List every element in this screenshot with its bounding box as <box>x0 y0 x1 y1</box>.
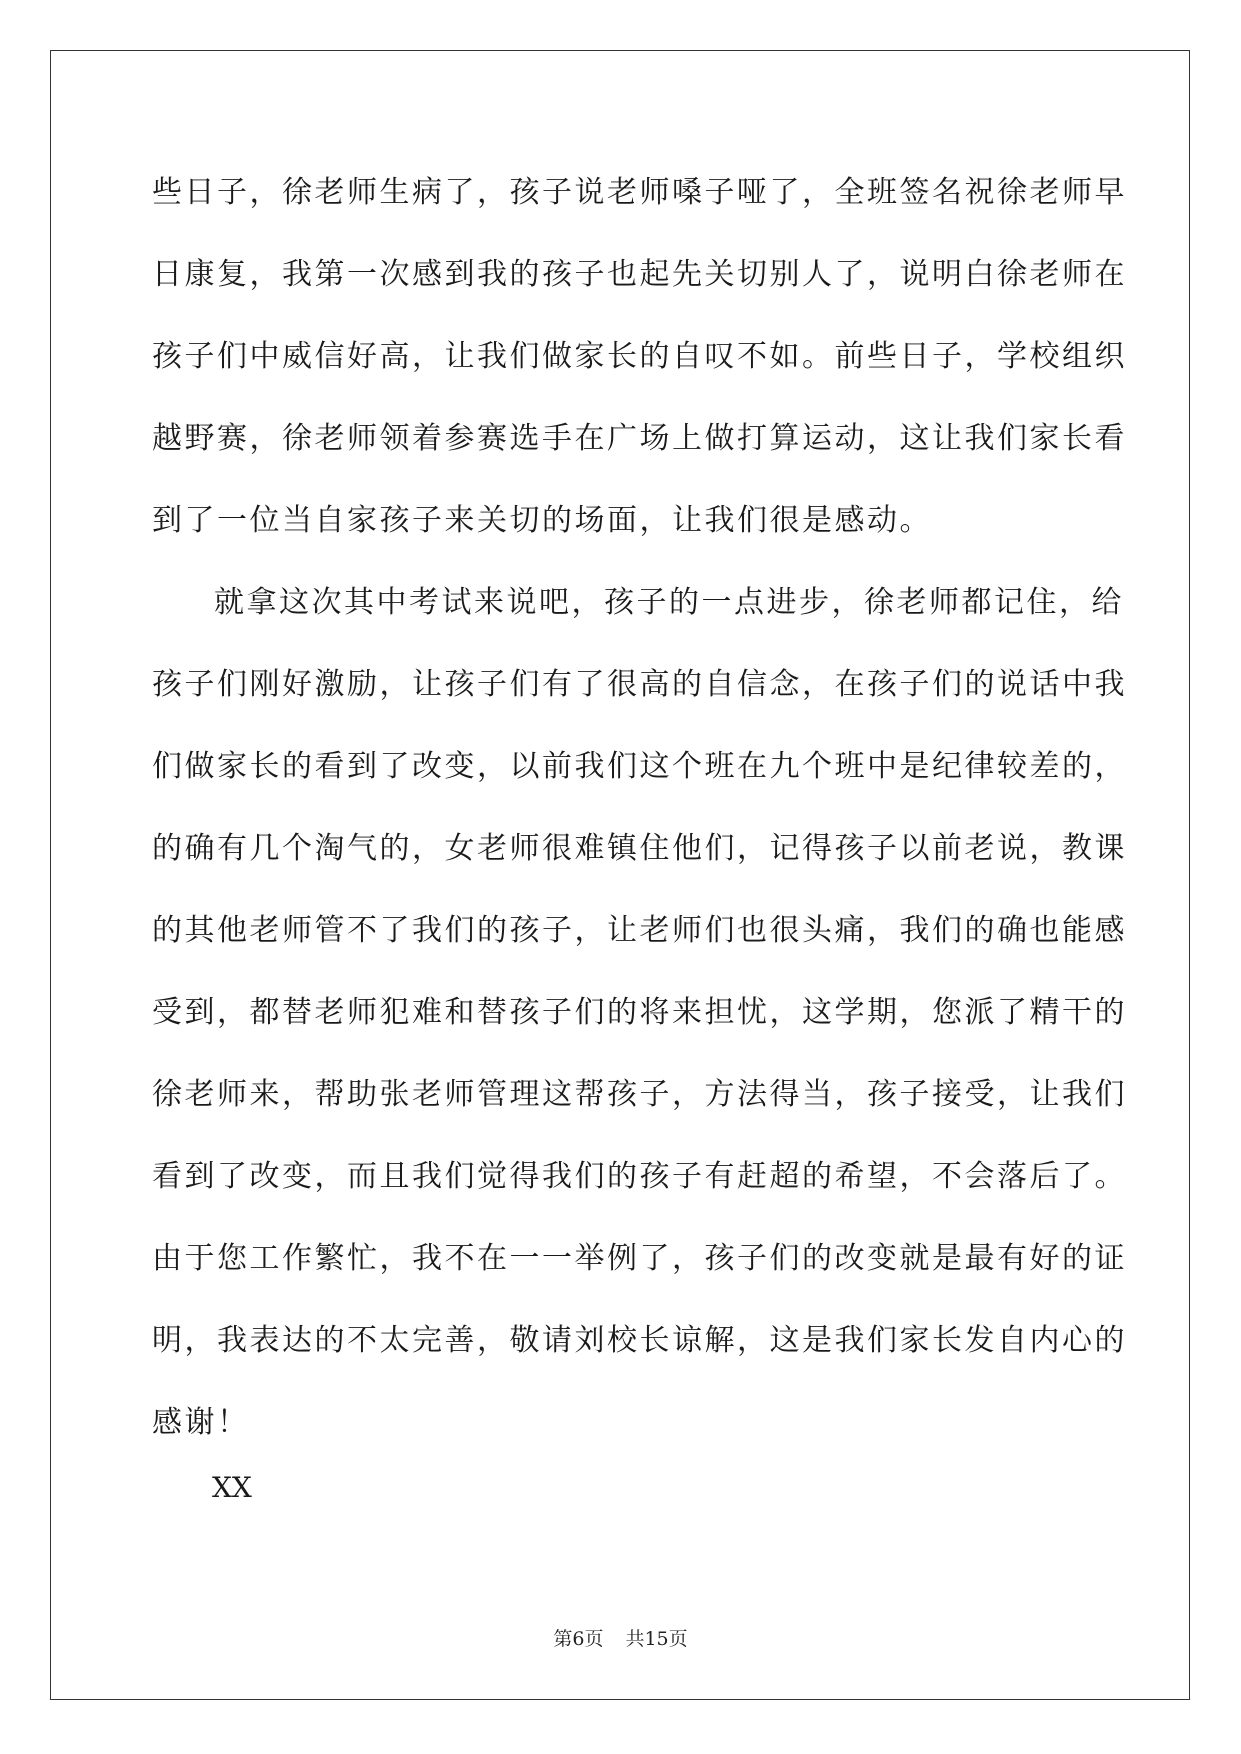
signature: XX <box>212 1471 252 1504</box>
text-line-7: 孩子们刚好激励，让孩子们有了很高的自信念，在孩子们的说话中我 <box>152 667 1127 702</box>
text-line-1: 些日子，徐老师生病了，孩子说老师嗓子哑了，全班签名祝徐老师早 <box>152 175 1127 210</box>
page-total: 共15页 <box>625 1628 688 1650</box>
text-line-8: 们做家长的看到了改变，以前我们这个班在九个班中是纪律较差的， <box>152 749 1127 784</box>
text-line-15: 明，我表达的不太完善，敬请刘校长谅解，这是我们家长发自内心的 <box>152 1323 1127 1358</box>
text-line-3: 孩子们中威信好高，让我们做家长的自叹不如。前些日子，学校组织 <box>152 339 1127 374</box>
text-line-12: 徐老师来，帮助张老师管理这帮孩子，方法得当，孩子接受，让我们 <box>152 1077 1127 1112</box>
text-line-11: 受到，都替老师犯难和替孩子们的将来担忧，这学期，您派了精干的 <box>152 995 1127 1030</box>
paragraph-start-line: 就拿这次其中考试来说吧，孩子的一点进步，徐老师都记住，给 <box>214 585 1124 620</box>
text-line-14: 由于您工作繁忙，我不在一一举例了，孩子们的改变就是最有好的证 <box>152 1241 1127 1276</box>
page-number: 第6页 <box>553 1628 604 1650</box>
page-footer <box>0 1624 1241 1654</box>
text-line-16: 感谢！ <box>152 1405 250 1440</box>
text-line-2: 日康复，我第一次感到我的孩子也起先关切别人了，说明白徐老师在 <box>152 257 1127 292</box>
text-line-13: 看到了改变，而且我们觉得我们的孩子有赶超的希望，不会落后了。 <box>152 1159 1127 1194</box>
text-line-9: 的确有几个淘气的，女老师很难镇住他们，记得孩子以前老说，教课 <box>152 831 1127 866</box>
letter-body <box>152 152 1127 1464</box>
text-line-4: 越野赛，徐老师领着参赛选手在广场上做打算运动，这让我们家长看 <box>152 421 1127 456</box>
text-line-5: 到了一位当自家孩子来关切的场面，让我们很是感动。 <box>152 503 932 538</box>
text-line-10: 的其他老师管不了我们的孩子，让老师们也很头痛，我们的确也能感 <box>152 913 1127 948</box>
